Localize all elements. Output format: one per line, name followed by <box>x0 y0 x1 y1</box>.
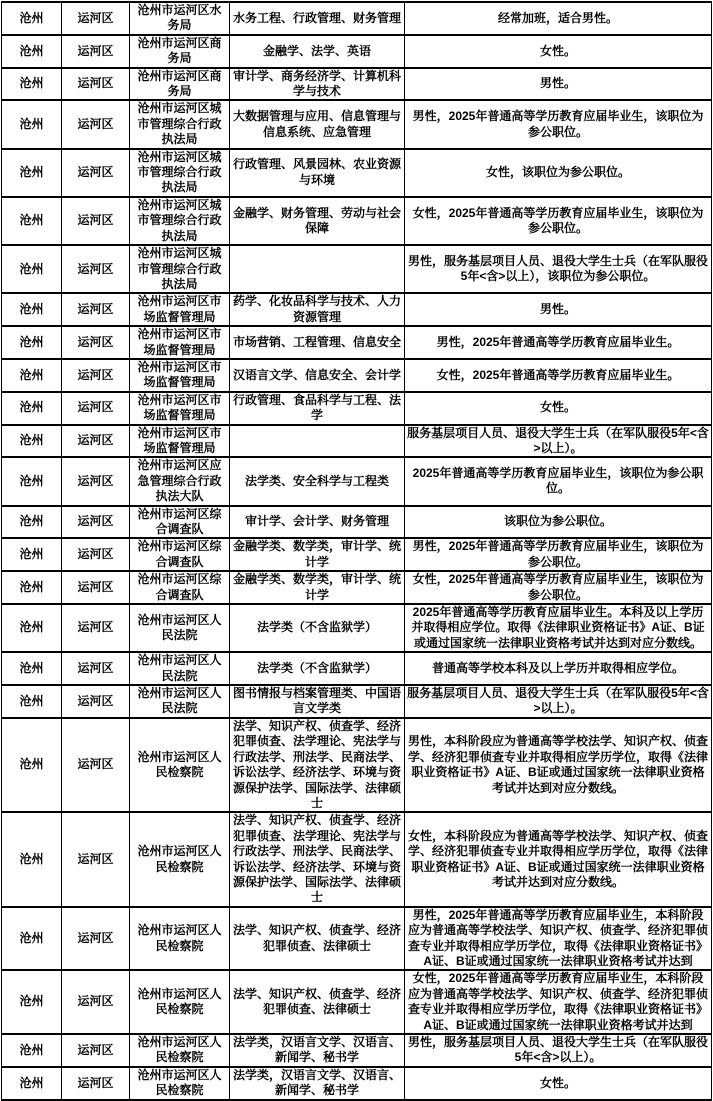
cell-majors: 图书情报与档案管理类、中国语言文学类 <box>230 685 405 718</box>
table-row <box>2 326 712 359</box>
cell-city: 沧州 <box>2 907 62 971</box>
cell-department: 沧州市运河区应急管理综合行政执法大队 <box>130 457 230 505</box>
cell-department: 沧州市运河区人民法院 <box>130 604 230 652</box>
cell-department: 沧州市运河区商务局 <box>130 68 230 101</box>
cell-city: 沧州 <box>2 970 62 1034</box>
table-row <box>2 604 712 652</box>
cell-department: 沧州市运河区人民法院 <box>130 685 230 718</box>
table-row <box>2 197 712 245</box>
cell-district: 运河区 <box>62 1067 130 1100</box>
cell-requirements: 男性，2025年普通高等学历教育应届毕业生，本科阶段应为普通高等学校法学、知识产权、侦查学、经济犯罪侦查专业并取得相应学历学位，取得《法律职业资格证书》A证、B证或通过国家统一法律职业资格考试并达到 <box>405 907 712 971</box>
cell-majors: 行政管理、食品科学与工程、法学 <box>230 392 405 425</box>
cell-department: 沧州市运河区市场监督管理局 <box>130 293 230 326</box>
cell-city: 沧州 <box>2 1034 62 1067</box>
cell-city: 沧州 <box>2 812 62 906</box>
cell-city: 沧州 <box>2 100 62 148</box>
cell-requirements: 2025年普通高等学历教育应届毕业生。本科及以上学历并取得相应学位。取得《法律职业资格证书》A证、B证或通过国家统一法律职业资格考试并达到对应分数线。 <box>405 604 712 652</box>
cell-requirements: 经常加班，适合男性。 <box>405 2 712 35</box>
cell-majors: 法学、知识产权、侦查学、经济犯罪侦查、法律硕士 <box>230 907 405 971</box>
table-row <box>2 1034 712 1067</box>
cell-majors <box>230 425 405 458</box>
cell-requirements: 男性，2025年普通高等学历教育应届毕业生，该职位为参公职位。 <box>405 100 712 148</box>
cell-city: 沧州 <box>2 685 62 718</box>
cell-city: 沧州 <box>2 652 62 685</box>
cell-district: 运河区 <box>62 604 130 652</box>
cell-requirements: 女性，2025年普通高等学历教育应届毕业生。 <box>405 359 712 392</box>
cell-requirements: 女性，该职位为参公职位。 <box>405 149 712 197</box>
table-row <box>2 685 712 718</box>
cell-city: 沧州 <box>2 718 62 812</box>
cell-department: 沧州市运河区综合调查队 <box>130 506 230 539</box>
cell-department: 沧州市运河区人民检察院 <box>130 718 230 812</box>
cell-department: 沧州市运河区人民检察院 <box>130 907 230 971</box>
cell-requirements: 该职位为参公职位。 <box>405 506 712 539</box>
cell-district: 运河区 <box>62 571 130 604</box>
table-row <box>2 538 712 571</box>
cell-requirements: 女性，2025年普通高等学历教育应届毕业生，该职位为参公职位。 <box>405 571 712 604</box>
table-row <box>2 392 712 425</box>
cell-district: 运河区 <box>62 359 130 392</box>
cell-majors: 法学类（不含监狱学） <box>230 604 405 652</box>
cell-city: 沧州 <box>2 359 62 392</box>
table-row <box>2 68 712 101</box>
cell-city: 沧州 <box>2 425 62 458</box>
cell-city: 沧州 <box>2 571 62 604</box>
cell-majors: 法学类（不含监狱学） <box>230 652 405 685</box>
cell-requirements: 服务基层项目人员、退役大学生士兵（在军队服役5年<含>以上）。 <box>405 425 712 458</box>
table-row <box>2 245 712 293</box>
cell-city: 沧州 <box>2 197 62 245</box>
table-row <box>2 359 712 392</box>
cell-district: 运河区 <box>62 2 130 35</box>
cell-department: 沧州市运河区市场监督管理局 <box>130 425 230 458</box>
cell-city: 沧州 <box>2 392 62 425</box>
cell-district: 运河区 <box>62 392 130 425</box>
cell-requirements: 男性。 <box>405 68 712 101</box>
cell-district: 运河区 <box>62 812 130 906</box>
cell-city: 沧州 <box>2 149 62 197</box>
cell-district: 运河区 <box>62 970 130 1034</box>
cell-district: 运河区 <box>62 245 130 293</box>
cell-requirements: 男性，服务基层项目人员、退役大学生士兵（在军队服役5年<含>以上）。 <box>405 1034 712 1067</box>
cell-majors: 汉语言文学、信息安全、会计学 <box>230 359 405 392</box>
cell-requirements: 服务基层项目人员、退役大学生士兵（在军队服役5年<含>以上）。 <box>405 685 712 718</box>
cell-department: 沧州市运河区人民检察院 <box>130 1034 230 1067</box>
table-row <box>2 718 712 812</box>
cell-city: 沧州 <box>2 538 62 571</box>
cell-majors: 审计学、商务经济学、计算机科学与技术 <box>230 68 405 101</box>
cell-requirements: 男性，本科阶段应为普通高等学校法学、知识产权、侦查学、经济犯罪侦查专业并取得相应学历学位，取得《法律职业资格证书》A证、B证或通过国家统一法律职业资格考试并达到对应分数线。 <box>405 718 712 812</box>
cell-majors: 药学、化妆品科学与技术、人力资源管理 <box>230 293 405 326</box>
cell-department: 沧州市运河区综合调查队 <box>130 571 230 604</box>
table-row <box>2 812 712 906</box>
cell-requirements: 女性。 <box>405 1067 712 1100</box>
table-row <box>2 100 712 148</box>
cell-district: 运河区 <box>62 425 130 458</box>
cell-requirements: 男性，服务基层项目人员、退役大学生士兵（在军队服役5年<含>以上），该职位为参公职位。 <box>405 245 712 293</box>
cell-city: 沧州 <box>2 506 62 539</box>
cell-department: 沧州市运河区城市管理综合行政执法局 <box>130 149 230 197</box>
cell-department: 沧州市运河区市场监督管理局 <box>130 326 230 359</box>
cell-department: 沧州市运河区人民检察院 <box>130 1067 230 1100</box>
cell-city: 沧州 <box>2 2 62 35</box>
cell-district: 运河区 <box>62 538 130 571</box>
cell-requirements: 普通高等学校本科及以上学历并取得相应学位。 <box>405 652 712 685</box>
cell-district: 运河区 <box>62 457 130 505</box>
cell-district: 运河区 <box>62 35 130 68</box>
cell-majors: 法学类、安全科学与工程类 <box>230 457 405 505</box>
cell-department: 沧州市运河区人民检察院 <box>130 970 230 1034</box>
cell-department: 沧州市运河区综合调查队 <box>130 538 230 571</box>
table-row <box>2 571 712 604</box>
cell-district: 运河区 <box>62 685 130 718</box>
table-row <box>2 293 712 326</box>
cell-majors <box>230 245 405 293</box>
cell-district: 运河区 <box>62 506 130 539</box>
cell-department: 沧州市运河区人民检察院 <box>130 812 230 906</box>
cell-district: 运河区 <box>62 100 130 148</box>
table-body <box>2 2 712 1100</box>
cell-district: 运河区 <box>62 907 130 971</box>
cell-department: 沧州市运河区人民法院 <box>130 652 230 685</box>
cell-majors: 法学、知识产权、侦查学、经济犯罪侦查、法学理论、宪法学与行政法学、刑法学、民商法学、诉讼法学、经济法学、环境与资源保护法学、国际法学、法律硕士 <box>230 718 405 812</box>
cell-majors: 法学、知识产权、侦查学、经济犯罪侦查、法学理论、宪法学与行政法学、刑法学、民商法学、诉讼法学、经济法学、环境与资源保护法学、国际法学、法律硕士 <box>230 812 405 906</box>
cell-majors: 行政管理、风景园林、农业资源与环境 <box>230 149 405 197</box>
table-row <box>2 907 712 971</box>
cell-department: 沧州市运河区城市管理综合行政执法局 <box>130 100 230 148</box>
cell-district: 运河区 <box>62 68 130 101</box>
cell-city: 沧州 <box>2 293 62 326</box>
table-row <box>2 35 712 68</box>
job-positions-table <box>1 1 712 1101</box>
table-row <box>2 2 712 35</box>
table-row <box>2 457 712 505</box>
cell-department: 沧州市运河区市场监督管理局 <box>130 392 230 425</box>
cell-department: 沧州市运河区市场监督管理局 <box>130 359 230 392</box>
cell-requirements: 2025年普通高等学历教育应届毕业生，该职位为参公职位。 <box>405 457 712 505</box>
cell-requirements: 女性，2025年普通高等学历教育应届毕业生，本科阶段应为普通高等学校法学、知识产权、侦查学、经济犯罪侦查专业并取得相应学历学位，取得《法律职业资格证书》A证、B证或通过国家统一法律职业资格考试并达到 <box>405 970 712 1034</box>
cell-district: 运河区 <box>62 293 130 326</box>
cell-majors: 水务工程、行政管理、财务管理 <box>230 2 405 35</box>
cell-district: 运河区 <box>62 326 130 359</box>
cell-city: 沧州 <box>2 457 62 505</box>
table-row <box>2 425 712 458</box>
cell-majors: 法学类，汉语言文学、汉语言、新闻学、秘书学 <box>230 1067 405 1100</box>
cell-majors: 市场营销、工程管理、信息安全 <box>230 326 405 359</box>
cell-majors: 法学、知识产权、侦查学、经济犯罪侦查、法律硕士 <box>230 970 405 1034</box>
table-row <box>2 1067 712 1100</box>
cell-city: 沧州 <box>2 245 62 293</box>
cell-requirements: 女性。 <box>405 35 712 68</box>
cell-district: 运河区 <box>62 652 130 685</box>
cell-requirements: 男性。 <box>405 293 712 326</box>
cell-majors: 金融学、法学、英语 <box>230 35 405 68</box>
cell-requirements: 女性，2025年普通高等学历教育应届毕业生，该职位为参公职位。 <box>405 197 712 245</box>
cell-city: 沧州 <box>2 35 62 68</box>
cell-department: 沧州市运河区城市管理综合行政执法局 <box>130 245 230 293</box>
cell-majors: 金融学类、数学类，审计学、统计学 <box>230 571 405 604</box>
cell-requirements: 女性。 <box>405 392 712 425</box>
table-row <box>2 970 712 1034</box>
table-row <box>2 149 712 197</box>
cell-majors: 金融学类、数学类，审计学、统计学 <box>230 538 405 571</box>
table-row <box>2 652 712 685</box>
cell-city: 沧州 <box>2 68 62 101</box>
table-row <box>2 506 712 539</box>
cell-majors: 金融学、财务管理、劳动与社会保障 <box>230 197 405 245</box>
cell-district: 运河区 <box>62 718 130 812</box>
cell-department: 沧州市运河区水务局 <box>130 2 230 35</box>
cell-city: 沧州 <box>2 326 62 359</box>
cell-majors: 大数据管理与应用、信息管理与信息系统、应急管理 <box>230 100 405 148</box>
cell-city: 沧州 <box>2 604 62 652</box>
cell-majors: 审计学、会计学、财务管理 <box>230 506 405 539</box>
cell-district: 运河区 <box>62 197 130 245</box>
cell-district: 运河区 <box>62 149 130 197</box>
cell-city: 沧州 <box>2 1067 62 1100</box>
cell-department: 沧州市运河区城市管理综合行政执法局 <box>130 197 230 245</box>
cell-department: 沧州市运河区商务局 <box>130 35 230 68</box>
cell-requirements: 女性，本科阶段应为普通高等学校法学、知识产权、侦查学、经济犯罪侦查专业并取得相应学历学位，取得《法律职业资格证书》A证、B证或通过国家统一法律职业资格考试并达到对应分数线。 <box>405 812 712 906</box>
cell-majors: 法学类，汉语言文学、汉语言、新闻学、秘书学 <box>230 1034 405 1067</box>
cell-requirements: 男性，2025年普通高等学历教育应届毕业生。 <box>405 326 712 359</box>
cell-requirements: 男性，2025年普通高等学历教育应届毕业生，该职位为参公职位。 <box>405 538 712 571</box>
cell-district: 运河区 <box>62 1034 130 1067</box>
